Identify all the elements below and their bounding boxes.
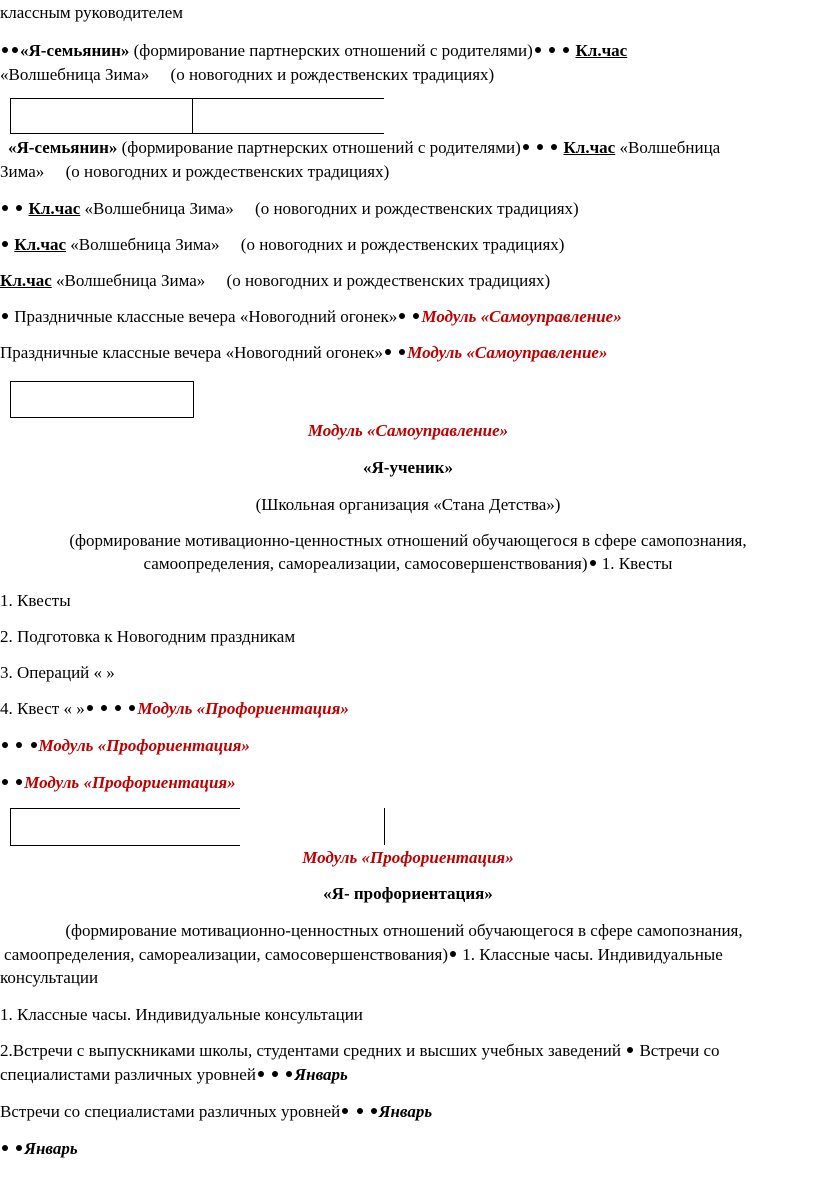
- bullet-icon: [2, 742, 8, 748]
- text-line: [0, 494, 816, 516]
- text: самоопределения, самореализации, самосовершенствования): [143, 554, 588, 573]
- text-line: [0, 2, 183, 24]
- bullet-icon: [101, 705, 107, 711]
- text-line: [0, 64, 494, 86]
- text: Кл.час: [575, 41, 628, 60]
- text: Встречи со: [635, 1041, 720, 1060]
- text: самоопределения, самореализации, самосовершенствования): [4, 945, 448, 964]
- bullet-icon: [272, 1071, 278, 1077]
- text: «Я-семьянин»: [8, 138, 118, 157]
- bullet-icon: [371, 1108, 377, 1114]
- text: Модуль «Самоуправление»: [407, 343, 608, 362]
- text: Модуль «Профориентация»: [24, 773, 236, 792]
- text-line: [0, 1101, 432, 1123]
- bullet-icon: [2, 313, 8, 319]
- text-line: [0, 1138, 78, 1160]
- text-line: [0, 270, 550, 292]
- bullet-icon: [31, 742, 37, 748]
- bullet-icon: [549, 47, 555, 53]
- text: Кл.час: [14, 235, 66, 254]
- bullet-icon: [537, 144, 543, 150]
- bullet-icon: [2, 1145, 8, 1151]
- text-line: [4, 944, 723, 966]
- text: (формирование мотивационно-ценностных отношений обучающегося в сфере самопознания,: [69, 531, 747, 550]
- text-line: [0, 342, 607, 364]
- text: «Волшебница Зима»: [56, 271, 206, 290]
- bullet-icon: [258, 1071, 264, 1077]
- heading: [0, 420, 816, 442]
- bullet-icon: [357, 1108, 363, 1114]
- text-line: [0, 967, 98, 989]
- bullet-icon: [523, 144, 529, 150]
- text: Модуль «Самоуправление»: [307, 421, 509, 440]
- text: 3. Операций « »: [0, 663, 115, 682]
- text: 2.Встречи с выпускниками школы, студентами средних и высших учебных заведений: [0, 1041, 621, 1060]
- bullet-icon: [385, 349, 391, 355]
- text: 1. Квесты: [597, 554, 673, 573]
- text: 4. Квест « »: [0, 699, 85, 718]
- text: Январь: [294, 1065, 348, 1084]
- table-border: [10, 808, 11, 845]
- text: Модуль «Профориентация»: [38, 736, 250, 755]
- bullet-icon: [450, 951, 456, 957]
- bullet-icon: [286, 1071, 292, 1077]
- text: Модуль «Самоуправление»: [421, 307, 622, 326]
- text: 1. Квесты: [0, 591, 71, 610]
- bullet-icon: [399, 313, 405, 319]
- text: (Школьная организация «Стана Детства»): [255, 495, 561, 514]
- text: 1. Классные часы. Индивидуальные консультации: [0, 1005, 363, 1024]
- text-line: [0, 553, 816, 575]
- table-border: [10, 845, 240, 846]
- text: 1. Классные часы. Индивидуальные: [458, 945, 723, 964]
- bullet-icon: [115, 705, 121, 711]
- bullet-icon: [16, 1145, 22, 1151]
- bullet-icon: [16, 205, 22, 211]
- table-border: [10, 808, 240, 809]
- text-line: [0, 40, 627, 62]
- bullet-icon: [590, 560, 596, 566]
- table-border: [10, 98, 11, 133]
- text: Январь: [378, 1102, 433, 1121]
- text: (о новогодних и рождественских традициях): [226, 271, 551, 290]
- bullet-icon: [627, 1047, 633, 1053]
- bullet-icon: [129, 705, 135, 711]
- text-line: [0, 234, 564, 256]
- text: (о новогодних и рождественских традициях): [240, 235, 565, 254]
- text: консультации: [0, 968, 99, 987]
- text-line: [0, 920, 812, 942]
- text: Зима»: [0, 162, 45, 181]
- heading: [0, 847, 816, 869]
- bullet-icon: [551, 144, 557, 150]
- table-border: [10, 133, 384, 134]
- bullet-icon: [2, 47, 8, 53]
- bullet-icon: [342, 1108, 348, 1114]
- list-item: [0, 626, 295, 648]
- text-line: [0, 530, 816, 552]
- table-border: [192, 98, 193, 133]
- text: Кл.час: [28, 199, 81, 218]
- bullet-icon: [16, 742, 22, 748]
- text: Модуль «Профориентация»: [302, 848, 514, 867]
- list-item: [0, 662, 115, 684]
- bullet-icon: [2, 241, 8, 247]
- list-item: [0, 590, 71, 612]
- table-box: [10, 381, 194, 418]
- bullet-icon: [413, 313, 419, 319]
- heading: [0, 457, 816, 479]
- list-item: [0, 698, 349, 720]
- text: (о новогодних и рождественских традициях): [65, 162, 390, 181]
- text: Праздничные классные вечера «Новогодний огонек»: [14, 307, 398, 326]
- text: «Волшебница: [619, 138, 721, 157]
- text: специалистами различных уровней: [0, 1065, 256, 1084]
- bullet-icon: [2, 205, 8, 211]
- list-item: [0, 1004, 363, 1026]
- text: Модуль «Профориентация»: [137, 699, 349, 718]
- text-line: [0, 735, 250, 757]
- text-line: [0, 306, 622, 328]
- text: «Волшебница Зима»: [84, 199, 234, 218]
- text: (о новогодних и рождественских традициях): [170, 65, 495, 84]
- text: классным руководителем: [0, 3, 184, 22]
- text: Кл.час: [0, 271, 52, 290]
- text: Встречи со специалистами различных уровней: [0, 1102, 341, 1121]
- text-line: [0, 1064, 348, 1086]
- text-line: [0, 198, 579, 220]
- text: (формирование партнерских отношений с родителями): [117, 138, 521, 157]
- table-border: [384, 808, 385, 845]
- text: Январь: [24, 1139, 78, 1158]
- text: «Я- профориентация»: [323, 884, 493, 903]
- heading: [0, 883, 816, 905]
- text: Праздничные классные вечера «Новогодний огонек»: [0, 343, 383, 362]
- text: (формирование мотивационно-ценностных отношений обучающегося в сфере самопознания,: [65, 921, 743, 940]
- bullet-icon: [399, 349, 405, 355]
- text-line: [0, 161, 389, 183]
- text: Кл.час: [563, 138, 616, 157]
- text: (о новогодних и рождественских традициях): [255, 199, 579, 218]
- text-line: [0, 772, 236, 794]
- text: «Волшебница Зима»: [70, 235, 220, 254]
- list-item: [0, 1040, 720, 1062]
- bullet-icon: [2, 779, 8, 785]
- text: (формирование партнерских отношений с родителями): [129, 41, 533, 60]
- bullet-icon: [563, 47, 569, 53]
- text-line: [8, 137, 720, 159]
- text: «Я-семьянин»: [20, 41, 130, 60]
- text: «Волшебница Зима»: [0, 65, 150, 84]
- table-border: [10, 98, 384, 99]
- text: «Я-ученик»: [363, 458, 453, 477]
- bullet-icon: [12, 47, 18, 53]
- text: 2. Подготовка к Новогодним праздникам: [0, 627, 296, 646]
- bullet-icon: [87, 705, 93, 711]
- bullet-icon: [535, 47, 541, 53]
- bullet-icon: [16, 779, 22, 785]
